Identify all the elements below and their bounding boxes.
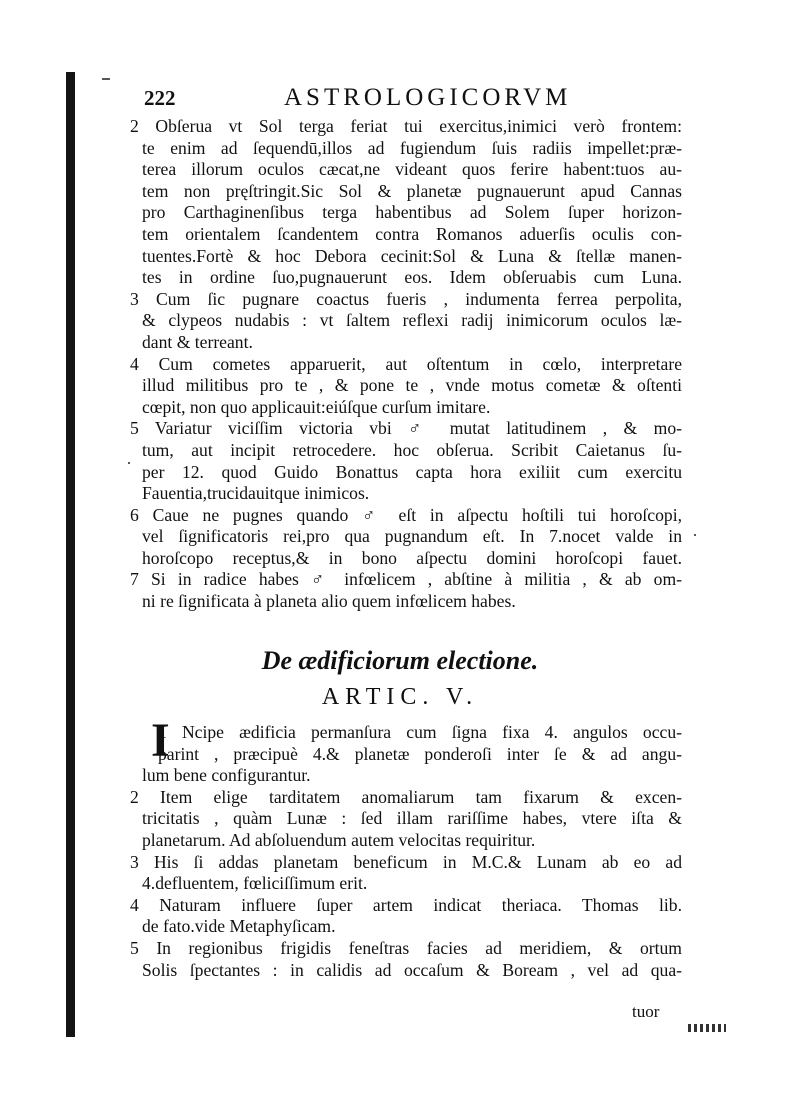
text-line: 2 Obſerua vt Sol terga feriat tui exercitus,inimici verò frontem:	[130, 116, 682, 136]
text-line: 3 Cum ſic pugnare coactus fueris , indumenta ferrea perpolita,	[130, 288, 682, 309]
text-line: tum, aut incipit retrocedere. hoc obſerua. Scribit Caietanus ſu-	[142, 439, 682, 460]
text-line: 1 Ncipe ædificia permanſura cum ſigna fixa 4. angulos occu-	[158, 722, 682, 742]
text-line: horoſcopo receptus,& in bono aſpectu domini horoſcopi fauet.	[142, 547, 682, 568]
text-line: dant & terreant.	[142, 331, 253, 352]
running-head: ASTROLOGICORVM	[284, 84, 572, 111]
text-line: illud militibus pro te , & pone te , vnde motus cometæ & oſtenti	[142, 375, 682, 396]
section-subtitle: ARTIC. V.	[321, 684, 479, 710]
text-line: 4 Naturam influere ſuper artem indicat theriaca. Thomas lib.	[130, 894, 682, 915]
text-line: ni re ſignificata à planeta alio quem infœlicem habes.	[142, 591, 516, 612]
drop-cap: I	[151, 714, 170, 767]
text-line: te enim ad ſequendū,illos ad fugiendum ſuis radiis impellet:præ-	[142, 137, 682, 158]
text-line: per 12. quod Guido Bonattus capta hora exiliit cum exercitu	[142, 461, 682, 482]
text-line: planetarum. Ad abſoluendum autem velocitas requiritur.	[142, 829, 536, 850]
text-line: tem non pręſtringit.Sic Sol & planetæ pugnauerunt apud Cannas	[142, 180, 682, 201]
catchword: tuor	[632, 1002, 660, 1021]
text-line: tem orientalem ſcandentem contra Romanos aduerſis oculis con-	[142, 223, 682, 244]
text-line: cœpit, non quo applicauit:eiúſque curſum imitare.	[142, 396, 491, 417]
text-line: pro Carthaginenſibus terga habentibus ad Solem ſuper horizon-	[142, 202, 682, 223]
text-line: tricitatis , quàm Lunæ : ſed illam rariſſime habes, vtere iſta &	[142, 808, 682, 829]
text-line: 4.defluentem, fœliciſſimum erit.	[142, 873, 368, 894]
text-line: 4 Cum cometes apparuerit, aut oſtentum in cœlo, interpretare	[130, 353, 682, 374]
page-number: 222	[144, 86, 176, 110]
margin-speck	[694, 534, 696, 536]
text-line: parint , præcipuè 4.& planetæ ponderoſi inter ſe & ad angu-	[158, 743, 682, 764]
binding-shadow	[66, 72, 75, 1037]
text-line: tes in ordine ſuo,pugnauerunt eos. Idem obſeruabis cum Luna.	[142, 267, 682, 288]
section-title: De ædificiorum electione.	[261, 646, 539, 675]
text-line: 6 Caue ne pugnes quando ♂ eſt in aſpectu hoſtili tui horoſcopi,	[130, 504, 682, 525]
text-line: Solis ſpectantes : in calidis ad occaſum & Boream , vel ad qua-	[142, 959, 682, 980]
text-line: terea illorum oculos cæcat,ne videant quos ferire habent:tuos au-	[142, 159, 682, 180]
text-line: 2 Item elige tarditatem anomaliarum tam fixarum & excen-	[130, 786, 682, 807]
article-text-block	[130, 722, 682, 981]
chapter-text-block	[130, 116, 682, 613]
text-line: tuentes.Fortè & hoc Debora cecinit:Sol & Luna & ſtellæ manen-	[142, 245, 682, 266]
text-line: lum bene configurantur.	[142, 765, 311, 786]
scan-artifact	[688, 1024, 726, 1032]
text-line: Fauentia,trucidauitque inimicos.	[142, 483, 370, 504]
text-line: vel ſignificatoris rei,pro qua pugnandum eſt. In 7.nocet valde in	[142, 526, 682, 547]
text-line: 5 In regionibus frigidis feneſtras facies ad meridiem, & ortum	[130, 937, 682, 958]
margin-mark	[102, 78, 110, 80]
text-line: 5 Variatur viciſſim victoria vbi ♂ mutat latitudinem , & mo-	[130, 418, 682, 439]
text-line: de fato.vide Metaphyſicam.	[142, 916, 336, 937]
page-header	[144, 84, 684, 114]
text-line: 3 His ſi addas planetam beneficum in M.C.& Lunam ab eo ad	[130, 851, 682, 872]
text-line: 7 Si in radice habes ♂ infœlicem , abſtine à militia , & ab om-	[130, 569, 682, 590]
text-line: & clypeos nudabis : vt ſaltem reflexi radij inimicorum oculos læ-	[142, 310, 682, 331]
